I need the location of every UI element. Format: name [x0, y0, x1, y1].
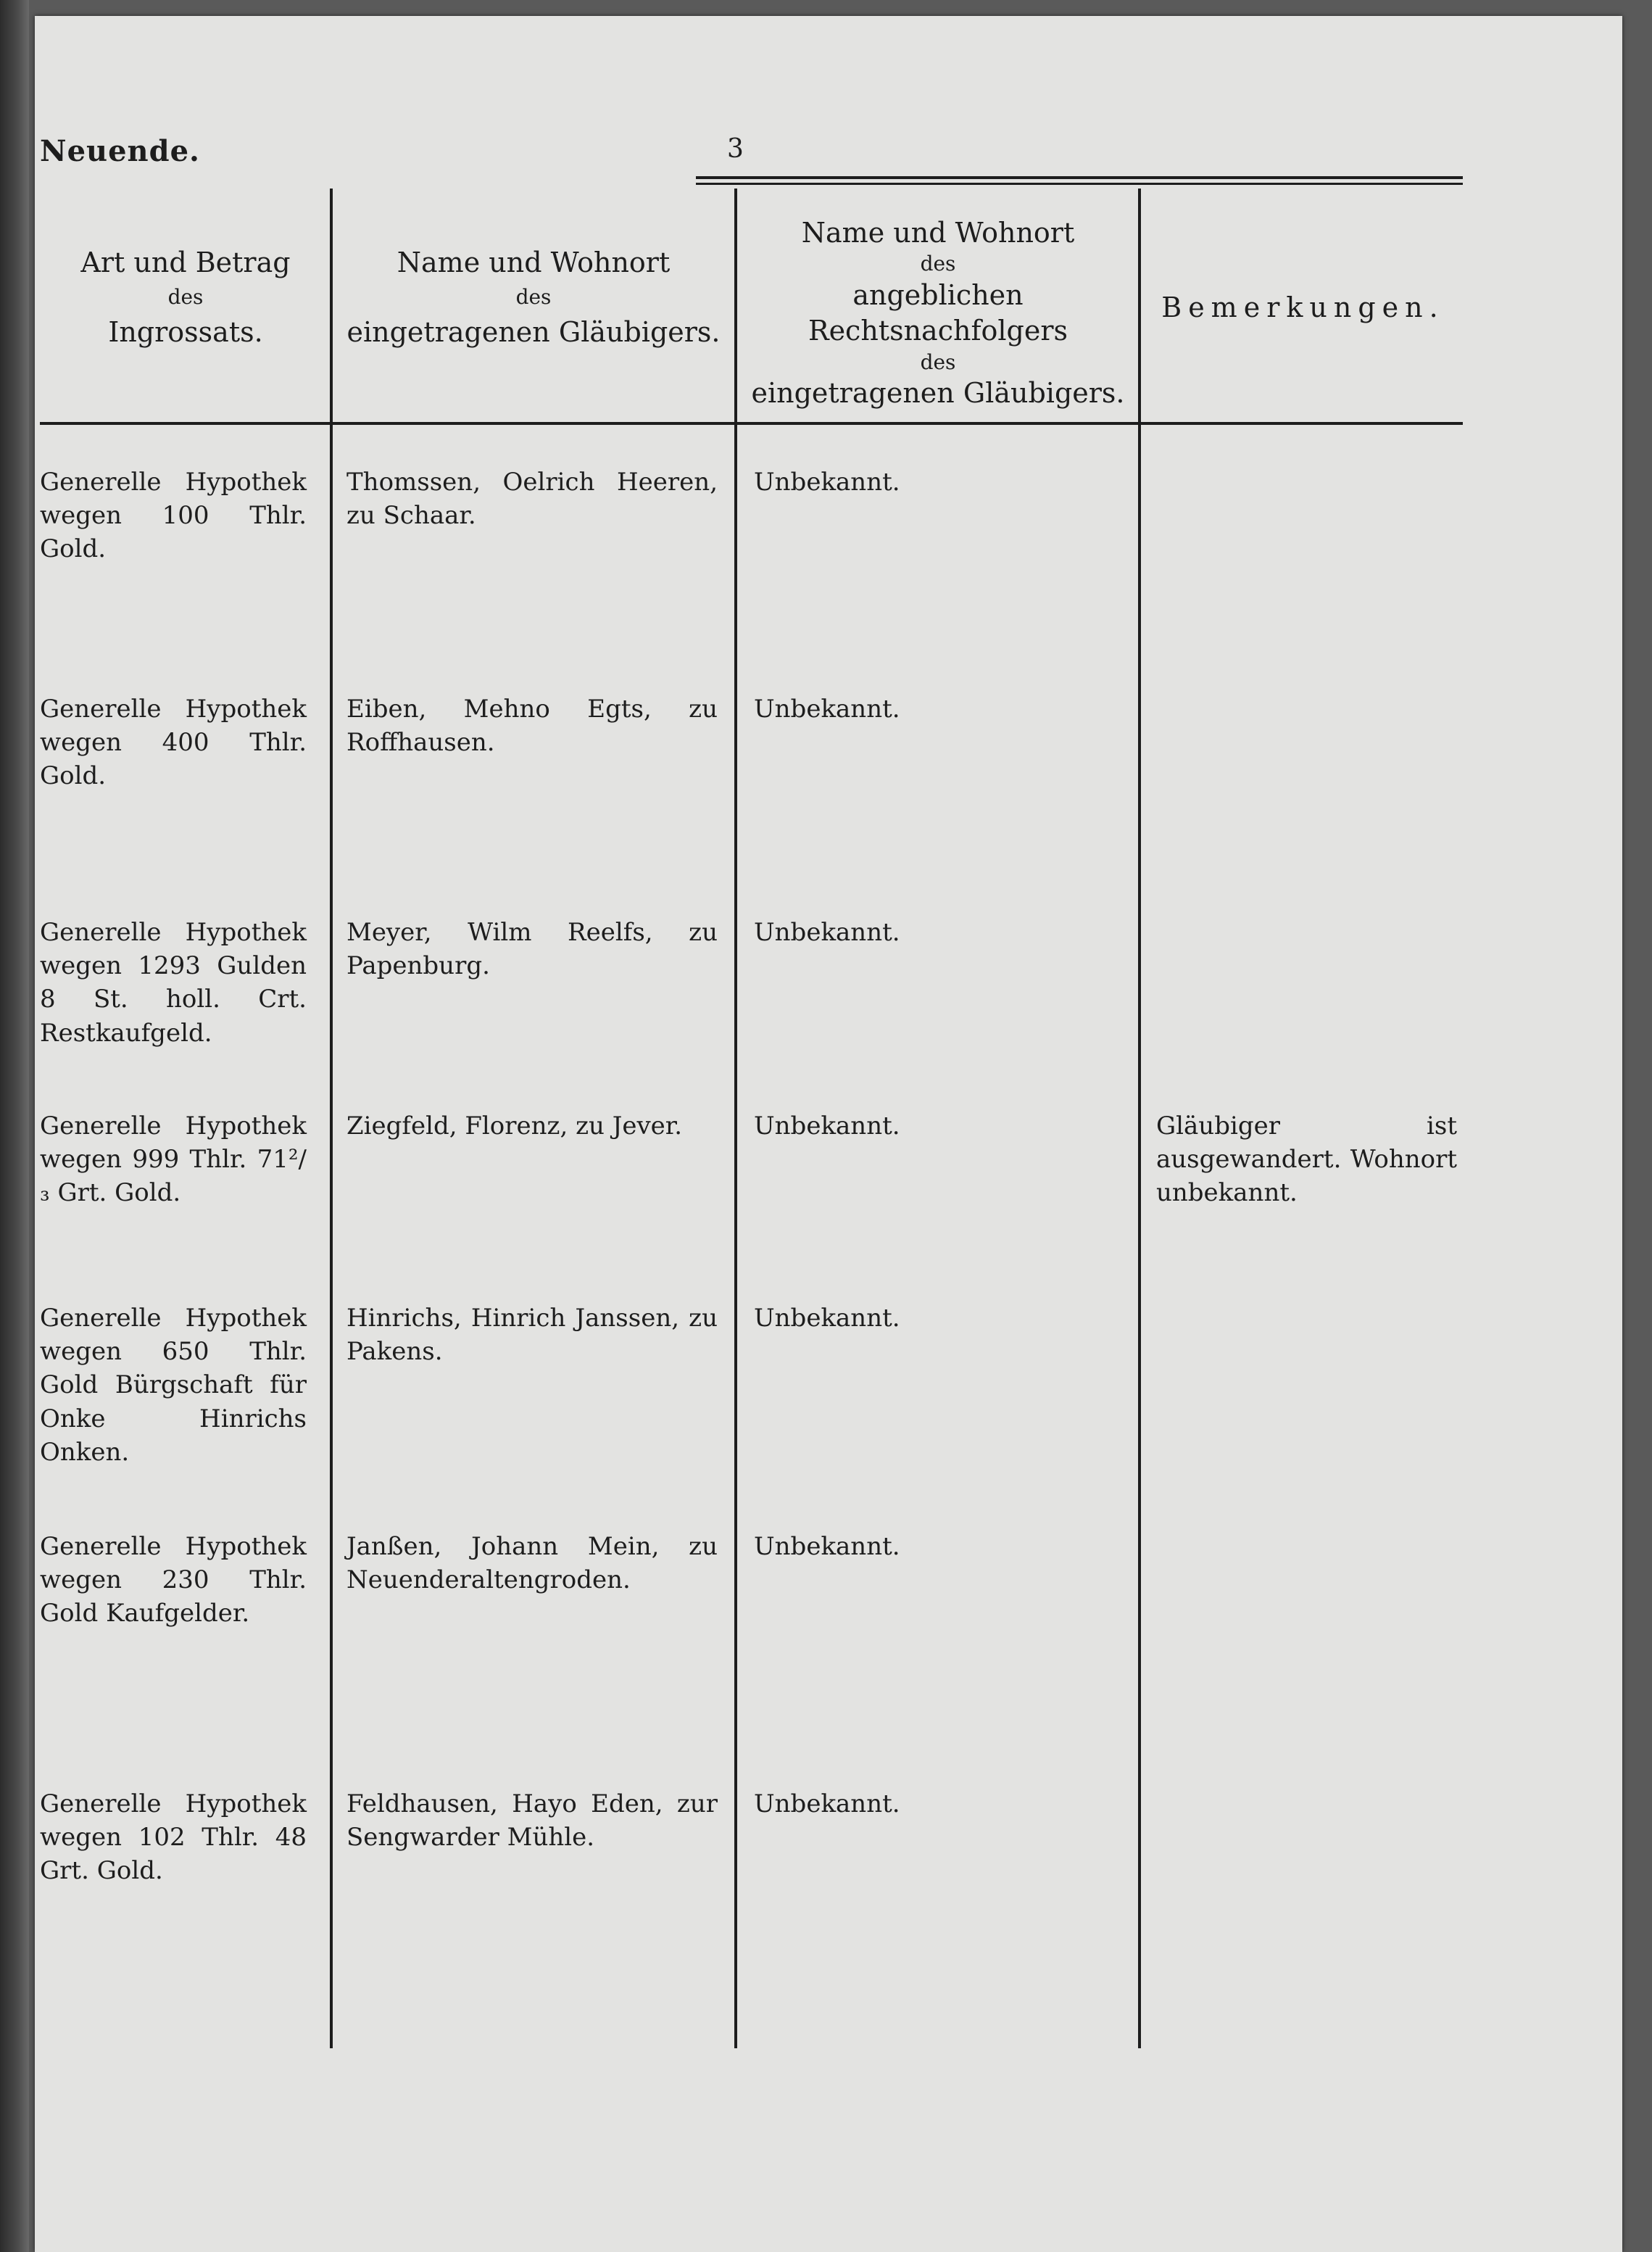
header-line: des: [920, 349, 956, 374]
header-line: des: [167, 285, 204, 310]
row-4-art: Generelle Hypothek wegen 999 Thlr. 71²/₃ Grt. Gold.: [40, 1111, 307, 1208]
row-5-glaeubiger: Hinrichs, Hinrich Janssen, zu Pakens.: [346, 1304, 718, 1367]
column-header-glaeubiger: [335, 243, 732, 352]
column-divider-3: [1138, 189, 1141, 2048]
top-rule-upper: [696, 176, 1463, 179]
header-line: des: [920, 252, 956, 276]
row-6-glaeubiger: Janßen, Johann Mein, zu Neuenderaltengroden.: [346, 1532, 718, 1595]
row-2-nachfolger: Unbekannt.: [754, 695, 900, 724]
row-6-art: Generelle Hypothek wegen 230 Thlr. Gold Kaufgelder.: [40, 1532, 307, 1628]
column-header-bemerkungen: [1143, 288, 1463, 328]
row-4-nachfolger: Unbekannt.: [754, 1111, 900, 1141]
row-2-glaeubiger: Eiben, Mehno Egts, zu Roffhausen.: [346, 695, 718, 758]
row-1-glaeubiger: Thomssen, Oelrich Heeren, zu Schaar.: [346, 468, 718, 531]
row-5-nachfolger: Unbekannt.: [754, 1304, 900, 1333]
row-1-nachfolger: Unbekannt.: [754, 468, 900, 497]
header-line: Ingrossats.: [108, 315, 263, 348]
header-line: eingetragenen Gläubigers.: [346, 315, 721, 348]
row-1-art: Generelle Hypothek wegen 100 Thlr. Gold.: [40, 468, 307, 564]
header-bottom-rule: [40, 422, 1463, 425]
top-rule-lower: [696, 183, 1463, 185]
column-header-art: [43, 243, 328, 352]
row-3-nachfolger: Unbekannt.: [754, 918, 900, 947]
book-spine-shadow: [0, 0, 29, 2252]
column-divider-1: [330, 189, 333, 2048]
header-line: eingetragenen Gläubigers.: [751, 376, 1125, 409]
header-line: Bemerkungen.: [1161, 291, 1445, 323]
page-number: 3: [727, 134, 744, 164]
row-2-art: Generelle Hypothek wegen 400 Thlr. Gold.: [40, 695, 307, 791]
row-5-art: Generelle Hypothek wegen 650 Thlr. Gold Bürgschaft für Onke Hinrichs Onken.: [40, 1304, 307, 1467]
header-line: Art und Betrag: [80, 247, 291, 278]
running-head: Neuende.: [40, 134, 200, 168]
row-7-glaeubiger: Feldhausen, Hayo Eden, zur Sengwarder Mühle.: [346, 1789, 718, 1852]
row-3-glaeubiger: Meyer, Wilm Reelfs, zu Papenburg.: [346, 918, 718, 981]
row-4-bemerkung: Gläubiger ist ausgewandert. Wohnort unbekannt.: [1156, 1111, 1457, 1208]
header-line: Name und Wohnort: [397, 247, 671, 278]
header-line: Name und Wohnort: [801, 217, 1075, 249]
row-7-art: Generelle Hypothek wegen 102 Thlr. 48 Grt. Gold.: [40, 1789, 307, 1886]
row-4-glaeubiger: Ziegfeld, Florenz, zu Jever.: [346, 1111, 683, 1141]
row-3-art: Generelle Hypothek wegen 1293 Gulden 8 St. holl. Crt. Restkaufgeld.: [40, 918, 307, 1048]
row-6-nachfolger: Unbekannt.: [754, 1532, 900, 1561]
header-line: angeblichen Rechtsnachfolgers: [808, 278, 1068, 347]
header-line: des: [515, 285, 552, 310]
column-divider-2: [734, 189, 737, 2048]
row-7-nachfolger: Unbekannt.: [754, 1789, 900, 1818]
column-header-nachfolger: [739, 215, 1137, 411]
